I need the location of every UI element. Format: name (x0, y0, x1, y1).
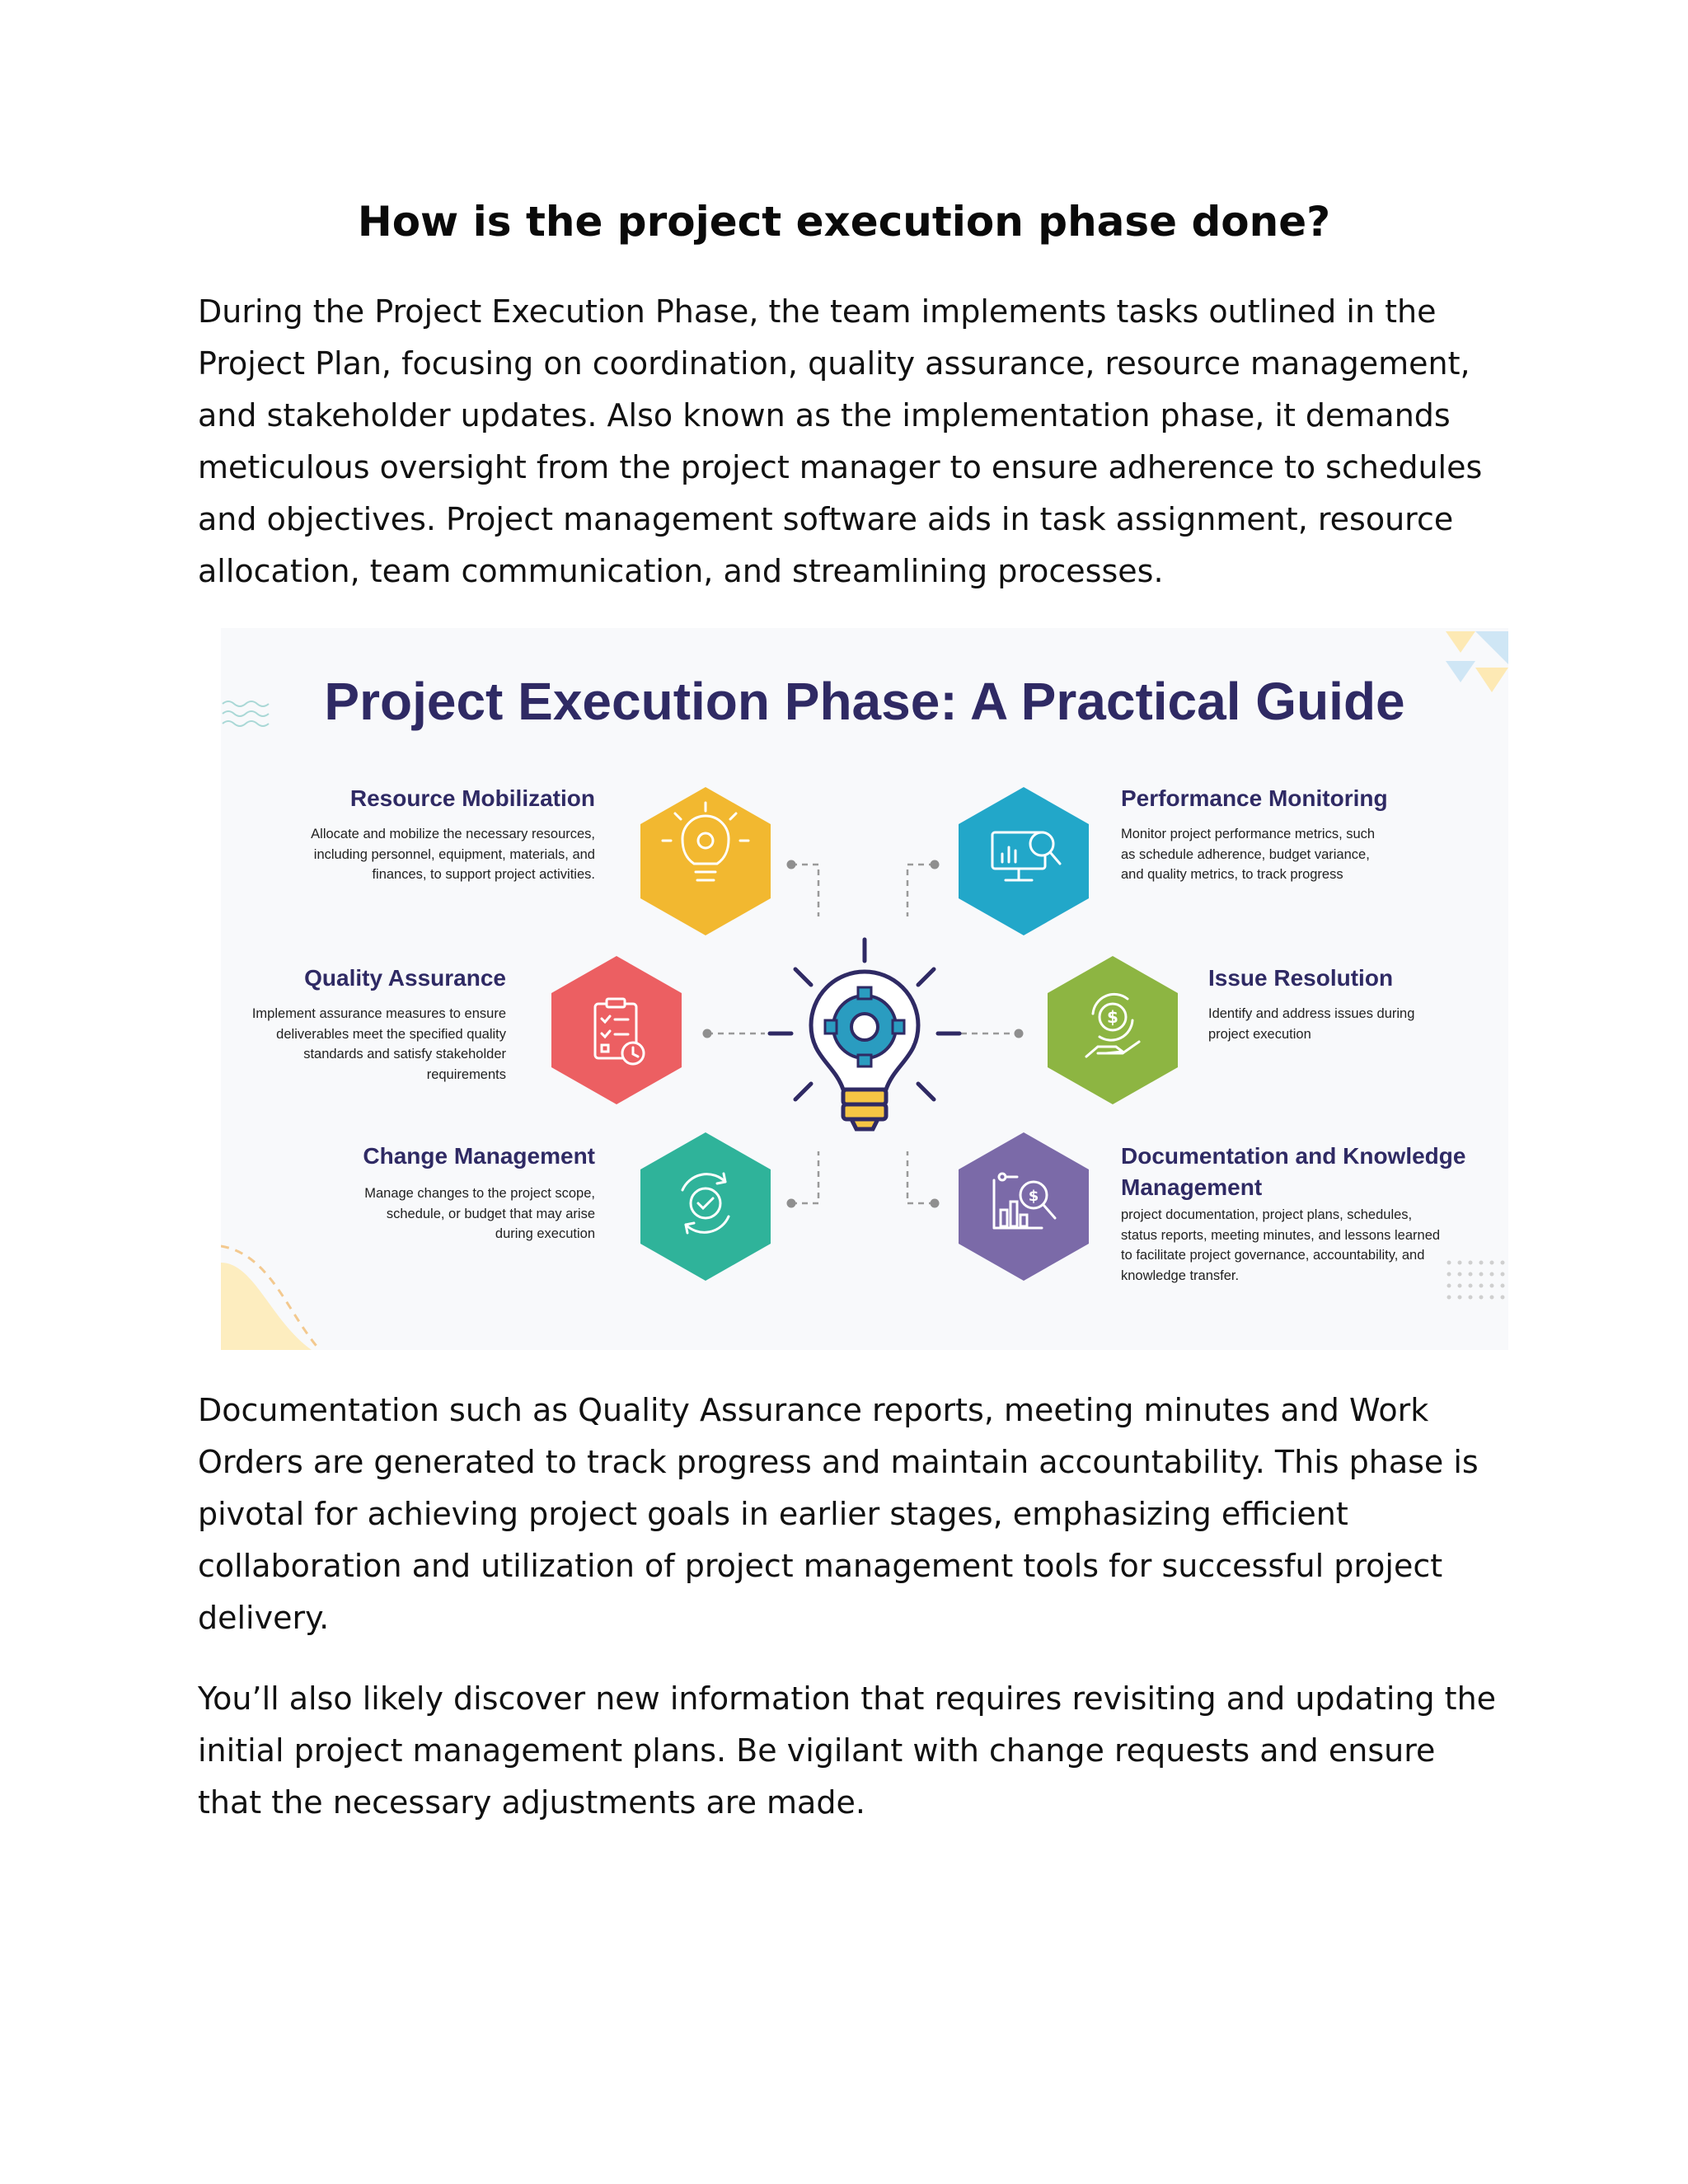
intro-paragraph: During the Project Execution Phase, the team implements tasks outlined in the Project Plan, focusing on coordination, quality assurance, resource management, and stakeholder updates. Also known as the implementation phase, it demands meticulous oversight from the project manager to ensure adherence to schedules and objectives. Project management software aids in task assignment, resource allocation, team communication, and streamlining processes. (198, 293, 1483, 589)
performance-monitoring-title: Performance Monitoring (1121, 785, 1388, 811)
hexagon-performance-monitoring (959, 787, 1089, 935)
quality-assurance-title: Quality Assurance (304, 965, 506, 991)
svg-text:$: $ (1107, 1007, 1118, 1027)
resource-mobilization-description: Allocate and mobilize the necessary resources, including personnel, equipment, materials, and finances, to support project activities. (311, 827, 595, 882)
hexagon-quality-assurance (551, 956, 682, 1104)
change-management-title: Change Management (363, 1143, 595, 1169)
revisiting-plans-paragraph: You’ll also likely discover new information that requires revisiting and updating the initial project management plans. Be vigilant with change requests and ensure that the necessary adjustments are made. (198, 1680, 1497, 1821)
documentation-description: project documentation, project plans, schedules, status reports, meeting minutes, and lessons learned to facilitate project governance, accountability, and knowledge transfer. (1121, 1207, 1441, 1283)
issue-resolution-description: Identify and address issues during project execution (1208, 1006, 1415, 1042)
dot-grid-decoration (1447, 1261, 1505, 1300)
resource-mobilization-title: Resource Mobilization (349, 785, 595, 811)
documentation-title: Documentation and Knowledge Management (1121, 1143, 1466, 1200)
documentation-paragraph: Documentation such as Quality Assurance reports, meeting minutes and Work Orders are generated to track progress and maintain accountability. This phase is pivotal for achieving project goals in earlier stages, emphasizing efficient collaboration and utilization of project management tools for successful project delivery. (198, 1392, 1479, 1636)
change-management-description: Manage changes to the project scope, schedule, or budget that may arise during execution (364, 1186, 595, 1241)
infographic-title: Project Execution Phase: A Practical Guide (324, 672, 1405, 731)
infographic (221, 628, 1508, 1350)
corner-shape-decoration (221, 1246, 320, 1350)
svg-text:$: $ (1028, 1188, 1039, 1205)
performance-monitoring-description: Monitor project performance metrics, such as schedule adherence, budget variance, and quality metrics, to track progress (1121, 827, 1376, 882)
page-title: How is the project execution phase done? (357, 198, 1331, 246)
quality-assurance-description: Implement assurance measures to ensure deliverables meet the specified quality standards and satisfy stakeholder requirements (251, 1006, 506, 1082)
hexagon-documentation (959, 1132, 1089, 1281)
issue-resolution-title: Issue Resolution (1208, 965, 1394, 991)
